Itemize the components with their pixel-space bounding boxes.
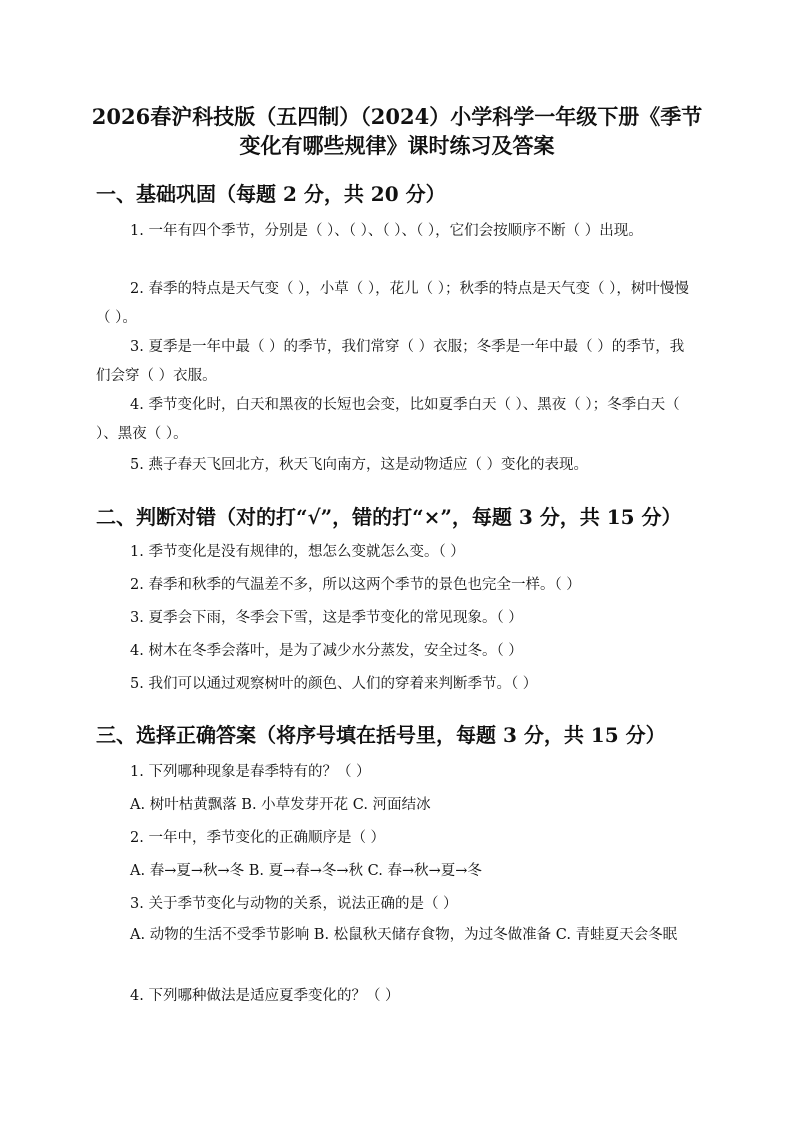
- question-item: 2. 一年中，季节变化的正确顺序是（ ）: [130, 830, 386, 846]
- document-title-line-1: 2026春沪科技版（五四制）（2024）小学科学一年级下册《季节: [91, 104, 703, 129]
- question-item: 1. 一年有四个季节，分别是（ ）、（ ）、（ ）、（ ），它们会按顺序不断（ ）出现。: [130, 223, 643, 239]
- document-title-line-2: 变化有哪些规律》课时练习及答案: [239, 133, 555, 158]
- question-item: 5. 燕子春天飞回北方，秋天飞向南方，这是动物适应（ ）变化的表现。: [130, 457, 589, 473]
- question-item: 4. 树木在冬季会落叶，是为了减少水分蒸发，安全过冬。（ ）: [130, 643, 523, 659]
- question-item: 3. 关于季节变化与动物的关系，说法正确的是（ ）: [130, 896, 458, 912]
- question-item: 2. 春季的特点是天气变（ ），小草（ ），花儿（ ）；秋季的特点是天气变（ ），树叶慢慢（ ）。: [96, 281, 689, 326]
- answer-options: A. 春→夏→秋→冬 B. 夏→春→冬→秋 C. 春→秋→夏→冬: [130, 863, 482, 879]
- question-item: 4. 季节变化时，白天和黑夜的长短也会变，比如夏季白天（ ）、黑夜（ ）；冬季白天（ ）、黑夜（ ）。: [96, 397, 680, 442]
- section-heading-true-false: 二、判断对错（对的打“√”，错的打“×”，每题 3 分，共 15 分）: [96, 505, 682, 529]
- question-item: 5. 我们可以通过观察树叶的颜色、人们的穿着来判断季节。（ ）: [130, 676, 538, 692]
- answer-options: A. 树叶枯黄飘落 B. 小草发芽开花 C. 河面结冰: [130, 797, 431, 813]
- question-item: 3. 夏季会下雨，冬季会下雪，这是季节变化的常见现象。（ ）: [130, 610, 523, 626]
- question-item: 1. 季节变化是没有规律的，想怎么变就怎么变。（ ）: [130, 544, 465, 560]
- section-heading-basics: 一、基础巩固（每题 2 分，共 20 分）: [96, 182, 446, 206]
- question-item: 1. 下列哪种现象是春季特有的？（ ）: [130, 764, 371, 780]
- question-item: 2. 春季和秋季的气温差不多，所以这两个季节的景色也完全一样。（ ）: [130, 577, 581, 593]
- question-item: 3. 夏季是一年中最（ ）的季节，我们常穿（ ）衣服；冬季是一年中最（ ）的季节，我们会穿（ ）衣服。: [96, 339, 685, 384]
- section-heading-multiple-choice: 三、选择正确答案（将序号填在括号里，每题 3 分，共 15 分）: [96, 723, 666, 747]
- answer-options: A. 动物的生活不受季节影响 B. 松鼠秋天储存食物，为过冬做准备 C. 青蛙夏天会冬眠: [130, 927, 678, 943]
- question-item: 4. 下列哪种做法是适应夏季变化的？（ ）: [130, 988, 400, 1004]
